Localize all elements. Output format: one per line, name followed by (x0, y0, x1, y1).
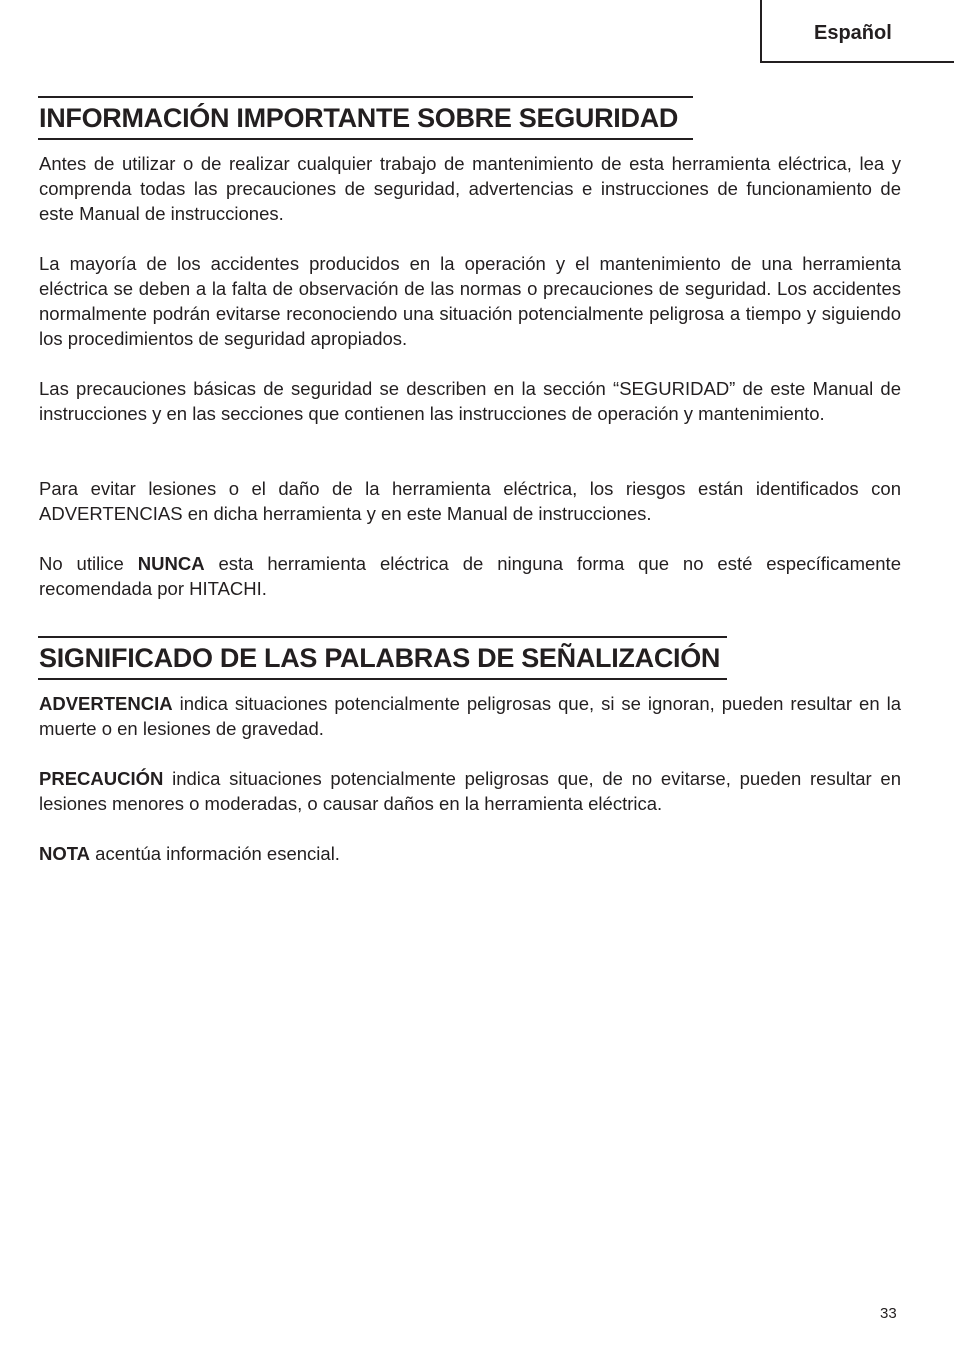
definition-caution (39, 766, 901, 816)
safety-paragraph-5 (39, 551, 901, 601)
safety-paragraph-2: La mayoría de los accidentes producidos en la operación y el mantenimiento de una herramienta eléctrica se deben a la falta de observación de las normas o precauciones de seguridad. Los accidentes normalmente podrán evitarse reconociendo una situación potencialmente peligrosa a tiempo y siguiendo los procedimientos de seguridad apropiados. (39, 253, 901, 349)
language-tab (760, 0, 954, 63)
language-label: Español (814, 22, 892, 44)
definition-term: ADVERTENCIA (39, 693, 173, 714)
safety-paragraph-1: Antes de utilizar o de realizar cualquier trabajo de mantenimiento de esta herramienta eléctrica, lea y comprenda todas las precauciones de seguridad, advertencias e instrucciones de funcionamiento de este Manual de instrucciones. (39, 153, 901, 224)
safety-paragraph-3: Las precauciones básicas de seguridad se describen en la sección “SEGURIDAD” de este Manual de instrucciones y en las secciones que contienen las instrucciones de operación y mantenimiento. (39, 378, 901, 424)
emphasis-text: NUNCA (137, 553, 205, 574)
definition-term: NOTA (39, 843, 91, 864)
page-number: 33 (880, 1305, 897, 1322)
definition-warning (39, 691, 901, 741)
definition-term: PRECAUCIÓN (39, 768, 164, 789)
safety-paragraph-4: Para evitar lesiones o el daño de la herramienta eléctrica, los riesgos están identificados con ADVERTENCIAS en dicha herramienta y en este Manual de instrucciones. (39, 478, 901, 524)
definition-text: acentúa información esencial. (90, 843, 340, 864)
paragraph-text: No utilice (39, 553, 138, 574)
signal-words-heading: SIGNIFICADO DE LAS PALABRAS DE SEÑALIZACIÓN (38, 636, 727, 680)
definition-text: indica situaciones potencialmente peligrosas que, de no evitarse, pueden resultar en lesiones menores o moderadas, o causar daños en la herramienta eléctrica. (39, 768, 901, 814)
definition-note (39, 841, 901, 866)
safety-info-heading: INFORMACIÓN IMPORTANTE SOBRE SEGURIDAD (38, 96, 693, 140)
definition-text: indica situaciones potencialmente peligrosas que, si se ignoran, pueden resultar en la muerte o en lesiones de gravedad. (39, 693, 901, 739)
paragraph-text: esta herramienta eléctrica de ninguna forma que no esté específicamente recomendada por HITACHI. (39, 553, 901, 599)
